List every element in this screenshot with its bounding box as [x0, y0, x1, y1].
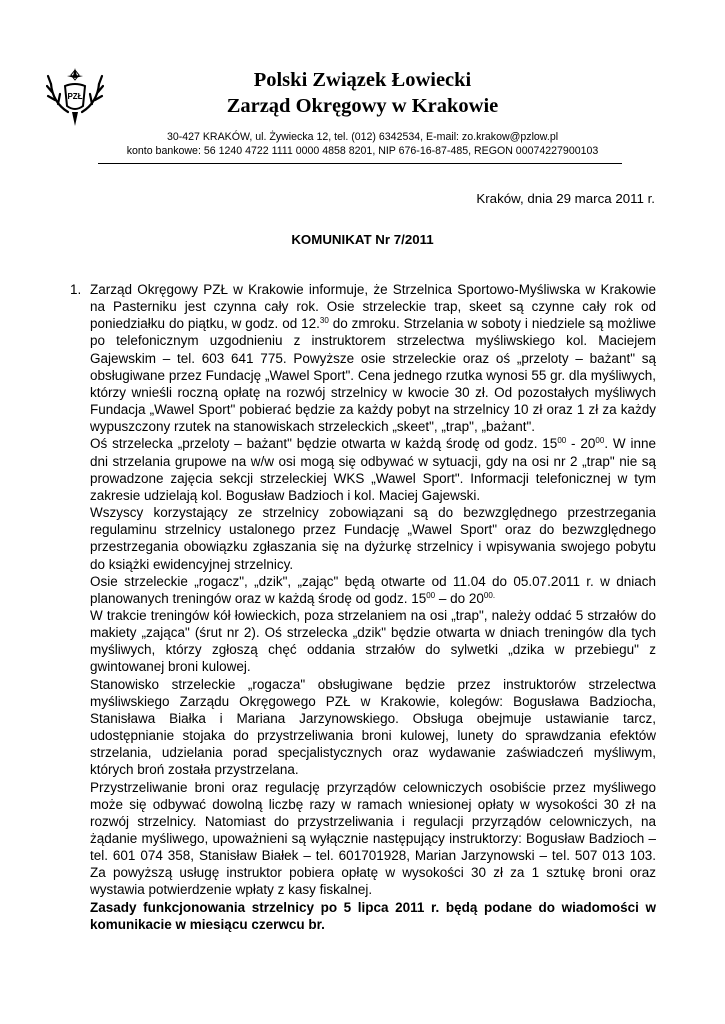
- paragraph-deer-range: Stanowisko strzeleckie „rogacza" obsługiwane będzie przez instruktorów strzelectwa myśliwskiego Zarządu Okręgowego PZŁ w Krakowie, kolegów: Bogusława Badziocha, Stanisława Białka i Mariana Jarzynowskiego. Obsługa obejmuje ustawianie tarcz, udostępnianie stojaka do przystrzeliwania broni kulowej, lunety do sprawdzania efektów strzelania, udzielania porad specjalistycznych oraz wydawanie zaświadczeń myśliwym, których broń została przystrzelana.: [90, 676, 656, 778]
- superscript: 00: [557, 436, 567, 446]
- text-run: . W inne dni strzelania grupowe na w/w osi mogą się odbywać w sytuacji, gdy na osi nr 2 „trap" nie są prowadzone zajęcia sekcji strzeleckiej WKS „Wawel Sport". Informacji telefonicznej w tym zakresie udzielają kol. Bogusław Badzioch i kol. Maciej Gajewski.: [90, 436, 656, 503]
- superscript: 30: [319, 316, 329, 326]
- announcement-body: [90, 281, 656, 933]
- text-run: - 20: [566, 436, 596, 452]
- list-number: 1.: [70, 282, 82, 297]
- address-line: 30-427 KRAKÓW, ul. Żywiecka 12, tel. (012) 6342534, E-mail: zo.krakow@pzlow.pl: [166, 131, 559, 143]
- pzl-emblem-icon: [46, 66, 104, 128]
- header-divider: [98, 163, 622, 164]
- letterhead: [0, 0, 725, 170]
- paragraph-ranges-dates: [90, 573, 656, 607]
- paragraph-regulations: Wszyscy korzystający ze strzelnicy zobowiązani są do bezwzględnego przestrzegania regulaminu strzelnicy ustalonego przez Fundację „Wawel Sport" oraz do bezwzględnego przestrzegania obowiązku zgłaszania się na dyżurkę strzelnicy i wpisywania swojego pobytu do książki ewidencyjnej strzelnicy.: [90, 505, 656, 572]
- superscript: 00: [426, 590, 436, 600]
- superscript: 00.: [483, 590, 496, 600]
- emblem-lettering: PZŁ: [67, 92, 83, 101]
- superscript: 00: [595, 436, 605, 446]
- paragraph-training: W trakcie treningów kół łowieckich, poza strzelaniem na osi „trap", należy oddać 5 strzałów do makiety „zająca" (śrut nr 2). Oś strzelecka „dzik" będzie otwarta w dniach treningów dla tych myśliwych, którzy zgłoszą chęć oddania strzałów do sylwetki „dzika w przebiegu" z gwintowanej broni kulowej.: [90, 607, 656, 675]
- organization-name: Polski Związek Łowiecki: [253, 69, 472, 91]
- text-run: Osie strzeleckie „rogacz", „dzik", „zając" będą otwarte od 11.04 do 05.07.2011 r. w dniach planowanych treningów oraz w każdą środę od godz. 15: [90, 573, 656, 606]
- paragraph-pheasant-range: [90, 435, 656, 504]
- paragraph-closing-note: Zasady funkcjonowania strzelnicy po 5 lipca 2011 r. będą podane do wiadomości w komunikacie w miesiącu czerwcu br.: [90, 899, 656, 932]
- paragraph-zeroing: Przystrzeliwanie broni oraz regulację przyrządów celowniczych osobiście przez myśliwego może się odbywać dowolną liczbę razy w ramach wniesionej opłaty w wysokości 30 zł na rozwój strzelnicy. Natomiast do przystrzeliwania i regulacji przyrządów celowniczych, na żądanie myśliwego, upoważnieni są wyłącznie następujący instruktorzy: Bogusław Badzioch – tel. 601 074 358, Stanisław Białek – tel. 601701928, Marian Jarzynowski – tel. 507 013 103. Za powyższą usługę instruktor pobiera opłatę w wysokości 30 zł za 1 sztukę broni oraz wystawia potwierdzenie wpłaty z kasy fiskalnej.: [90, 779, 656, 898]
- text-run: Oś strzelecka „przeloty – bażant" będzie otwarta w każdą środę od godz. 15: [90, 436, 558, 452]
- date-line: Kraków, dnia 29 marca 2011 r.: [476, 191, 655, 206]
- paragraph-opening-hours: [90, 281, 656, 435]
- document-title: KOMUNIKAT Nr 7/2011: [291, 232, 434, 247]
- bank-details-line: konto bankowe: 56 1240 4722 1111 0000 4858 8201, NIP 676-16-87-485, REGON 00074227900103: [126, 145, 599, 157]
- text-run: Zarząd Okręgowy PZŁ w Krakowie informuje, że Strzelnica Sportowo-Myśliwska w Krakowie na Pasterniku jest czynna cały rok. Osie strzeleckie trap, skeet są czynne cały rok od poniedziałku do piątku, w godz. od 12.: [90, 282, 656, 332]
- text-run: – do 20: [435, 590, 484, 606]
- text-run: do zmroku. Strzelania w soboty i niedziele są możliwe po telefonicznym uzgodnieniu z instruktorem strzelectwa myśliwskiego kol. Maciejem Gajewskim – tel. 603 641 775. Powyższe osie strzeleckie oraz oś „przeloty – bażant" są obsługiwane przez Fundację „Wawel Sport". Cena jednego rzutka wynosi 55 gr. dla myśliwych, którzy wnieśli roczną opłatę na rozwój strzelnicy w kwocie 30 zł. Od pozostałych myśliwych Fundacja „Wawel Sport" pobierać będzie za każdy pobyt na strzelnicy 10 zł oraz 1 zł za każdy wypuszczony rzutek na stanowiskach strzeleckich „skeet", „trap", „bażant".: [90, 316, 656, 435]
- organization-branch: Zarząd Okręgowy w Krakowie: [226, 95, 499, 117]
